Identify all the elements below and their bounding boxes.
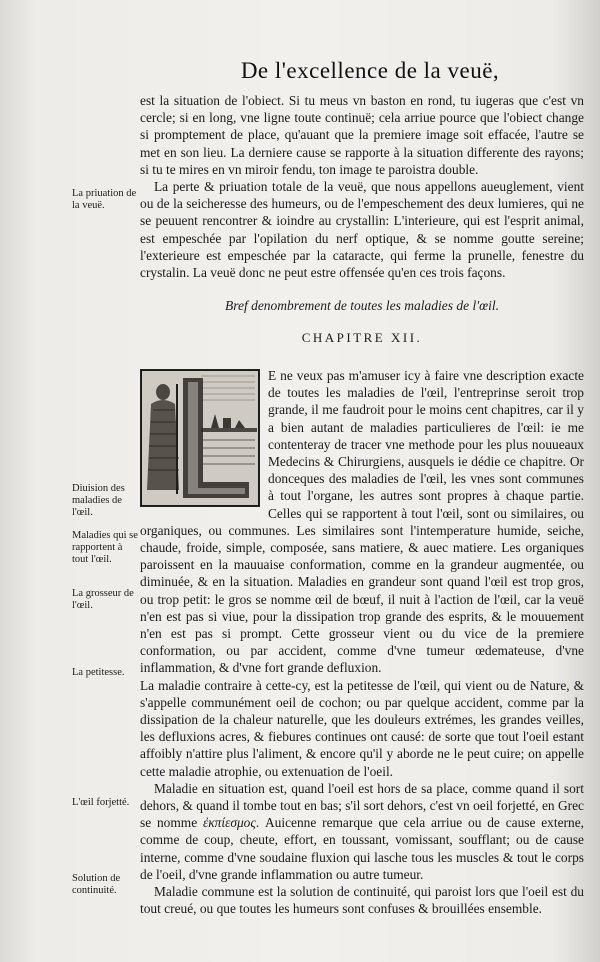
paragraph-smallness: La maladie contraire à cette-cy, est la petitesse de l'œil, qui vient ou de Nature, & s'appelle communément oeil de cochon; ou par quelque accident, comme par la dissipation de la chaleur naturelle, que les douleurs extrémes, les grandes veilles, les defluxions acres, & fiebures continues ont causé: de sorte que tout l'oeil estant affoibly n'attire plus l'aliment, & encore qu'il y aborde ne le peut cuire; on appelle cette maladie atrophie, ou extenuation de l'oeil. [140, 677, 584, 779]
text-block-chapter [140, 367, 584, 918]
paragraph-chapter-intro: E ne veux pas m'amuser icy à faire vne description exacte de toutes les maladies de l'œil, l'entreprinse seroit trop grande, il me faudroit pour le moins cent chapitres, car il y a bien autant de maladies particulieres de l'œil: ie me contenteray de tracer vne methode pour les plus nouueaux Medecins & Chirurgiens, ausquels ie dédie ce chapitre. Or donceques des maladies de l'œil, les vnes sont communes à tout l'organe, les autres sont propres à chaque partie. Celles qui se rapportent à tout l'œil, sont ou similaires, ou organiques, ou communes. Les similaires sont l'intemperature humide, seiche, chaude, froide, simple, composée, sans matiere, & auec matiere. Les organiques paroissent en la mauuaise conformation, comme en la grandeur augmentée, ou diminuée, & en la situation. Maladies en grandeur sont quand l'œil est trop gros, ou trop petit: le gros se nomme œil de bœuf, il nuit à l'action de l'œil, car la veuë n'en est pas si viue, pour la dissipation trop grande des esprits, & le mouuement n'en est pas si prompt. Cette grosseur vient ou du vice de la premiere conformation, ou par accident, comme d'vne tumeur œdemateuse, d'vne inflammation, & d'vne fort grande defluxion. [140, 368, 584, 676]
paragraph-continuity: Maladie commune est la solution de continuité, qui paroist lors que l'oeil est du tout creué, ou que toutes les humeurs sont confuses & brouillées ensemble. [140, 884, 584, 917]
paragraph-text-part: Maladie en situation est, quand l'oeil est hors de sa place, comme quand il sort dehors, & quand il tombe tout en bas; s'il sort dehors, c'est vn oeil forjetté, en Grec se nomme [140, 780, 584, 831]
margin-note-smallness: La petitesse. [72, 667, 125, 678]
chapter-heading: CHAPITRE XII. [301, 330, 423, 345]
paragraph-text-part: . Auicenne remarque que cela arriue ou de cause externe, comme de coup, cheute, effort, en toussant, vomissant, soufflant; ou de cause interne, comme d'vne soudaine fluxion qui lasche tous les muscles & tout le corps de l'oeil, d'vne grande inflammation ou autre tumeur. [140, 815, 584, 882]
text-block-top [140, 92, 584, 281]
greek-term: ἐκπίεσμος [202, 815, 256, 831]
margin-note-whole-eye: Maladies qui se rapportent à tout l'œil. [72, 530, 138, 565]
margin-note-size: La grosseur de l'œil. [72, 588, 134, 611]
woodcut-illustration-icon [141, 370, 259, 506]
chapter-subtitle: Bref denombrement de toutes les maladies de l'œil. [224, 298, 500, 313]
margin-note-division: Diuision des maladies de l'œil. [72, 483, 125, 518]
dropcap-woodcut [140, 369, 260, 507]
margin-note-privation: La priuation de la veuë. [72, 188, 137, 211]
margin-note-continuity: Solution de continuité. [72, 873, 121, 896]
paragraph-privation: La perte & priuation totale de la veuë, que nous appellons aueuglement, vient ou de la seicheresse des humeurs, ou de l'empeschement des deux lumieres, qui ne se peuuent rencontrer & ioindre au crystallin: L'interieure, qui est l'esprit animal, est empeschée par l'opilation du nerf optique, & se nomme goutte sereine; l'exterieure est empeschée par la cataracte, qui ferme la prunelle, fenestre du crystalin. La veuë donc ne peut estre offensée qu'en ces trois façons. [140, 179, 584, 281]
margin-note-protruded: L'œil forjetté. [72, 797, 130, 808]
paragraph-situation-eye [140, 780, 584, 883]
running-head: De l'excellence de la veuë, [240, 58, 500, 83]
paragraph-situation: est la situation de l'obiect. Si tu meus vn baston en rond, tu iugeras que c'est vn cercle; si en long, vne ligne toute continuë; cela arriue pource que l'obiect change si promptement de place, qu'auant que la premiere image soit effacée, l'autre se met en son lieu. La derniere cause se rapporte à la situation differente des rayons; si tu te mires en vn miroir fendu, ton image te paroistra double. [140, 93, 584, 177]
